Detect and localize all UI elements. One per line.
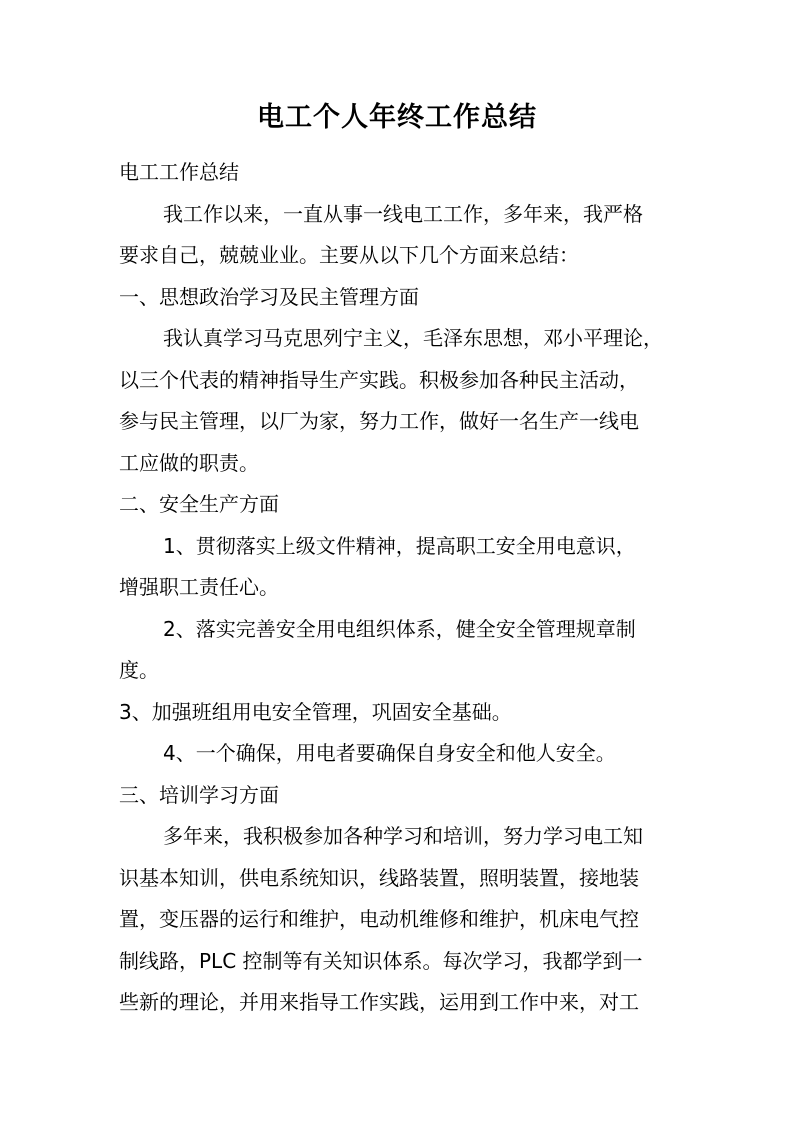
paragraph-line: 识基本知训，供电系统知识，线路装置，照明装置，接地装 <box>119 865 639 890</box>
paragraph-line: 多年来，我积极参加各种学习和培训，努力学习电工知 <box>163 824 643 848</box>
list-item-line: 增强职工责任心。 <box>119 575 279 599</box>
list-item-line: 度。 <box>119 658 159 682</box>
paragraph-line: 工应做的职责。 <box>119 450 259 475</box>
list-item-line: 1、贯彻落实上级文件精神，提高职工安全用电意识， <box>163 533 636 558</box>
paragraph-line: 我认真学习马克思列宁主义，毛泽东思想，邓小平理论， <box>163 326 663 350</box>
section-heading: 二、安全生产方面 <box>119 492 279 516</box>
list-item-line: 3、加强班组用电安全管理，巩固安全基础。 <box>119 699 512 724</box>
paragraph-line: 以三个代表的精神指导生产实践。积极参加各种民主活动， <box>119 367 639 392</box>
section-heading: 三、培训学习方面 <box>119 782 279 807</box>
paragraph-line: 我工作以来，一直从事一线电工工作，多年来，我严格 <box>163 201 643 226</box>
paragraph-line: 置，变压器的运行和维护，电动机维修和维护，机床电气控 <box>119 907 639 931</box>
section-heading: 一、思想政治学习及民主管理方面 <box>119 284 419 309</box>
document-title: 电工个人年终工作总结 <box>257 102 537 133</box>
paragraph-line: 参与民主管理，以厂为家，努力工作，做好一名生产一线电 <box>119 409 639 433</box>
document-body <box>119 152 679 1024</box>
paragraph-line: 些新的理论，并用来指导工作实践，运用到工作中来，对工 <box>119 990 639 1014</box>
paragraph-line: 要求自己，兢兢业业。主要从以下几个方面来总结： <box>119 243 579 267</box>
list-item-line: 4、一个确保，用电者要确保自身安全和他人安全。 <box>163 741 616 765</box>
subtitle-line: 电工工作总结 <box>119 160 239 184</box>
paragraph-line: 制线路，PLC 控制等有关知识体系。每次学习，我都学到一 <box>119 948 643 973</box>
list-item-line: 2、落实完善安全用电组织体系，健全安全管理规章制 <box>163 616 636 641</box>
